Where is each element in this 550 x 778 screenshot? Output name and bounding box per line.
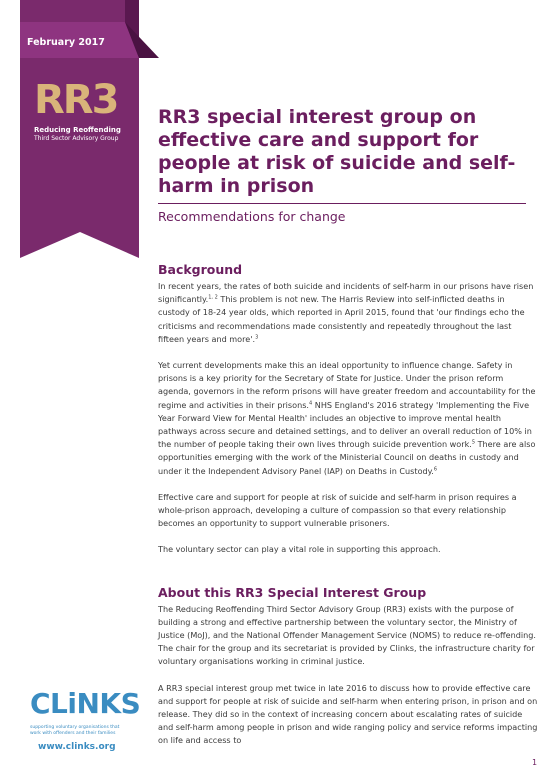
rr3-logo-line1: Reducing Reoffending [34, 126, 121, 134]
rr3-logo-line2: Third Sector Advisory Group [34, 135, 119, 142]
footnote-ref: 1, 2 [208, 294, 218, 301]
footnote-ref: 3 [255, 334, 259, 341]
paragraph: Effective care and support for people at risk of suicide and self-harm in prison requires a whole-prison approach, developing a culture of compassion so that every relationship becomes an opportunity to support vulnerable prisoners. [158, 491, 517, 529]
page-title: RR3 special interest group on effective care and support for people at risk of suicide and self-harm in prison [158, 106, 516, 197]
paragraph: A RR3 special interest group met twice in late 2016 to discuss how to provide effective care and support for people at risk of suicide and self-harm when entering prison, in prison and on release. They did so in the context of increasing concern about escalating rates of suicide and self-harm among people in prison and wide ranging policy and service reforms impacting on life and access to [158, 682, 538, 746]
paragraph [158, 280, 538, 346]
paragraph-text: In recent years, the rates of both suicide and incidents of self-harm in our prisons have risen significantly. [158, 281, 534, 305]
paragraph-text: This problem is not new. The Harris Review into self-inflicted deaths in custody of 18-24 year olds, which reported in April 2015, found that 'our findings echo the criticisms and recommendations made consistently and repeatedly throughout the last fifteen years and more'. [158, 294, 525, 344]
paragraph-text: Yet current developments make this an ideal opportunity to influence change. Safety in prisons is a key priority for the Secretary of State for Justice. Under the prison reform agenda, governors in the reform prisons will have greater freedom and accountability for the regime and activities in their prisons. [158, 360, 536, 410]
footnote-ref: 5 [471, 439, 476, 446]
rr3-logo: RR3 [34, 77, 118, 123]
paragraph: The voluntary sector can play a vital role in supporting this approach. [158, 544, 441, 555]
clinks-url-link[interactable]: www.clinks.org [38, 742, 116, 752]
paragraph [158, 359, 538, 478]
clinks-tagline: supporting voluntary organisations that work with offenders and their families [30, 725, 120, 736]
footnote-ref: 4 [309, 399, 313, 406]
paragraph-text: NHS England's 2016 strategy 'Implementing the Five Year Forward View for Mental Health' includes an objective to improve mental health pathways across secure and detained settings, and to deliver an overall reduction of 10% in the number of people taking their own lives through suicide prevention work. [158, 399, 532, 450]
section-heading-background: Background [158, 262, 243, 277]
paragraph-text: There are also opportunities emerging with the work of the Ministerial Council on deaths in custody and under it the Independent Advisory Panel (IAP) on Deaths in Custody. [158, 439, 536, 476]
page-subtitle: Recommendations for change [158, 209, 346, 224]
footnote-ref: 6 [433, 465, 438, 472]
paragraph: The Reducing Reoffending Third Sector Advisory Group (RR3) exists with the purpose of building a strong and effective partnership between the voluntary sector, the Ministry of Justice (MoJ), and the National Offender Management Service (NOMS) to reduce re-offending. The chair for the group and its secretariat is provided by Clinks, the infrastructure charity for voluntary organisations working in criminal justice. [158, 603, 536, 667]
main-content [158, 262, 538, 761]
title-divider [158, 203, 526, 204]
clinks-logo: CLiNKS [30, 687, 141, 720]
issue-date: February 2017 [27, 37, 105, 48]
section-heading-about: About this RR3 Special Interest Group [158, 584, 427, 600]
page-number: 1 [532, 758, 538, 767]
